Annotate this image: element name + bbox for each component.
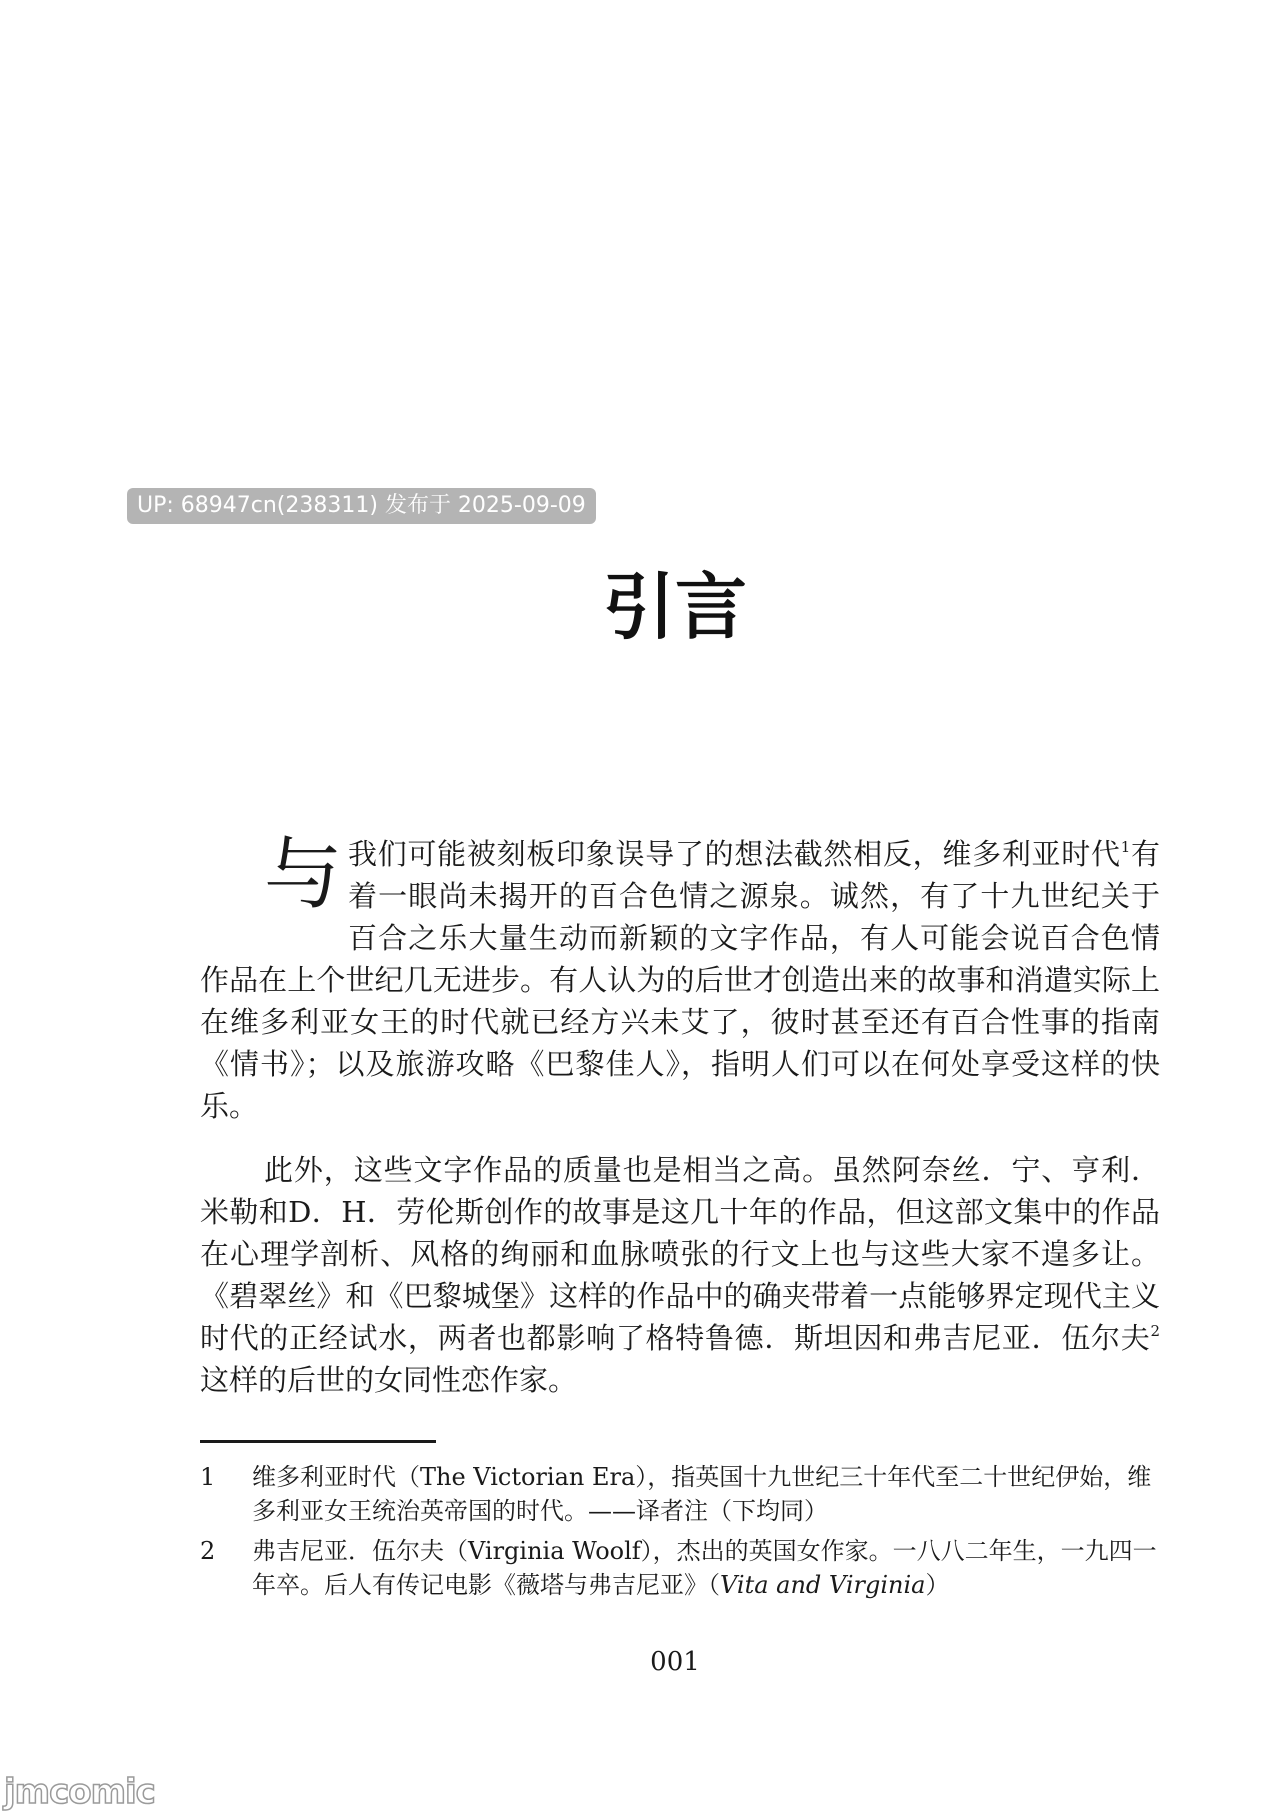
footnote-text-part: 弗吉尼亚．伍尔夫（Virginia Woolf），杰出的英国女作家。一八八二年生，一九四一年卒。后人有传记电影《薇塔与弗吉尼亚》（ xyxy=(252,1537,1157,1599)
footnote-1 xyxy=(200,1460,1160,1528)
drop-cap: 与 xyxy=(264,830,343,920)
footnote-number: 2 xyxy=(200,1537,216,1565)
footnote-text xyxy=(252,1534,1160,1602)
footnote-text: 维多利亚时代（The Victorian Era），指英国十九世纪三十年代至二十世纪伊始，维多利亚女王统治英帝国的时代。——译者注（下均同） xyxy=(252,1463,1152,1525)
footnote-text-part: ） xyxy=(925,1571,950,1599)
footnotes xyxy=(200,1460,1160,1608)
body-text xyxy=(200,830,1160,1401)
upload-info-badge: UP: 68947cn(238311) 发布于 2025-09-09 xyxy=(127,488,596,524)
paragraph-2 xyxy=(200,1149,1160,1401)
page-number: 001 xyxy=(650,1647,700,1677)
paragraph-1 xyxy=(200,830,1160,1127)
footnote-number: 1 xyxy=(200,1463,216,1491)
paragraph-text: 这样的后世的女同性恋作家。 xyxy=(200,1363,578,1397)
paragraph-text: 有着一眼尚未揭开的百合色情之源泉。诚然，有了十九世纪关于百合之乐大量生动而新颖的文字作品，有人可能会说百合色情作品在上个世纪几无进步。有人认为的后世才创造出来的故事和消遣实际上在维多利亚女王的时代就已经方兴未艾了，彼时甚至还有百合性事的指南《情书》；以及旅游攻略《巴黎佳人》，指明人们可以在何处享受这样的快乐。 xyxy=(200,837,1160,1123)
footnote-ref-2: 2 xyxy=(1150,1322,1160,1340)
site-watermark-logo: jmcomic xyxy=(4,1772,155,1812)
footnote-2 xyxy=(200,1534,1160,1602)
paragraph-text: 我们可能被刻板印象误导了的想法截然相反，维多利亚时代 xyxy=(348,837,1121,871)
footnote-ref-1: 1 xyxy=(1120,838,1131,856)
film-title-italic: Vita and Virginia xyxy=(720,1571,926,1599)
paragraph-text: 此外，这些文字作品的质量也是相当之高。虽然阿奈丝．宁、亨利．米勒和D．H．劳伦斯创作的故事是这几十年的作品，但这部文集中的作品在心理学剖析、风格的绚丽和血脉喷张的行文上也与这些大家不遑多让。《碧翠丝》和《巴黎城堡》这样的作品中的确夹带着一点能够界定现代主义时代的正经试水，两者也都影响了格特鲁德．斯坦因和弗吉尼亚．伍尔夫 xyxy=(200,1153,1160,1355)
footnote-divider xyxy=(200,1440,436,1443)
chapter-title: 引言 xyxy=(602,565,747,649)
